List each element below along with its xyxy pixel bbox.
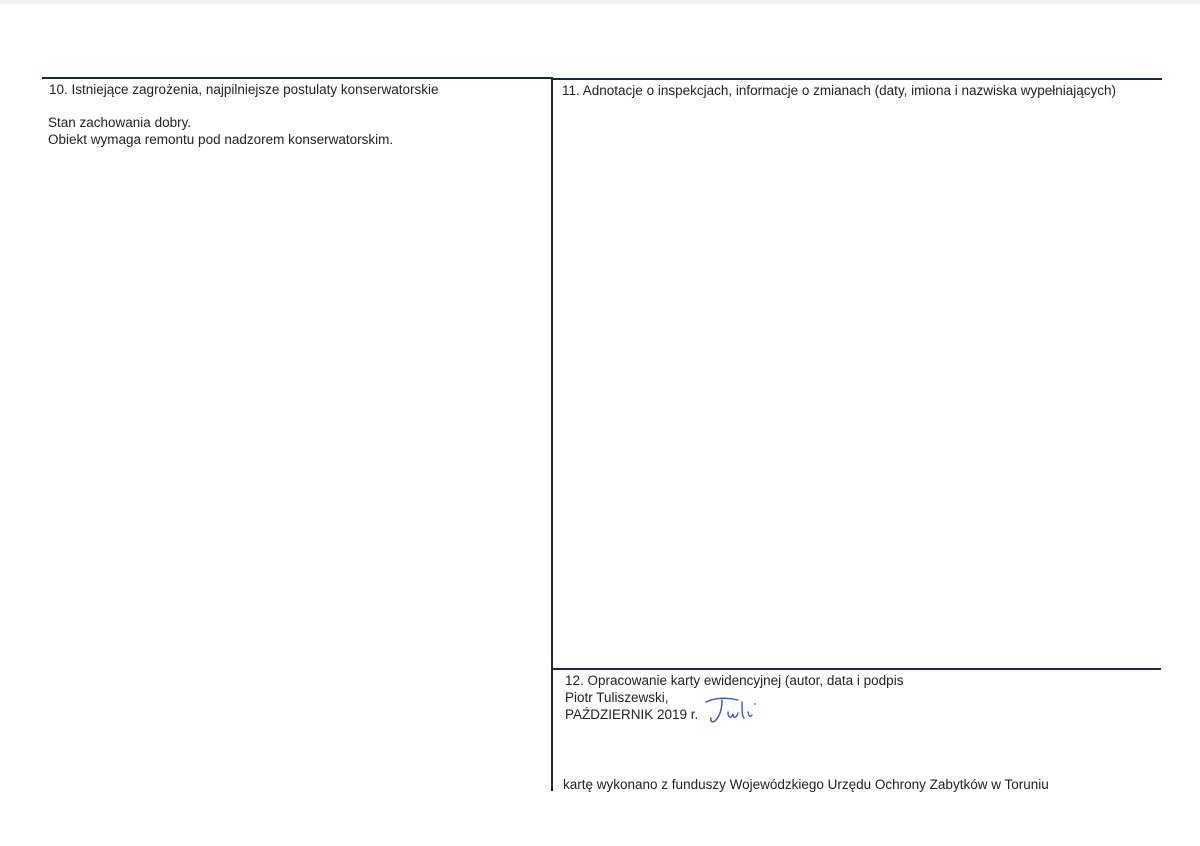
scan-artifact-top	[0, 0, 1200, 4]
section12-author: Piotr Tuliszewski,	[565, 690, 669, 705]
section10-condition-text: Stan zachowania dobry.	[48, 115, 192, 130]
section10-top-rule	[42, 77, 552, 79]
section10-repair-text: Obiekt wymaga remontu pod nadzorem konserwatorskim.	[48, 132, 394, 147]
section12-heading: 12. Opracowanie karty ewidencyjnej (autor, data i podpis	[565, 673, 904, 688]
section10-heading: 10. Istniejące zagrożenia, najpilniejsze postulaty konserwatorskie	[49, 82, 439, 97]
column-divider	[551, 77, 553, 791]
section12-date: PAŹDZIERNIK 2019 r.	[565, 707, 699, 722]
section11-top-rule	[552, 78, 1162, 80]
handwritten-signature	[700, 692, 770, 728]
section12-top-rule	[552, 668, 1161, 670]
funding-note: kartę wykonano z funduszy Wojewódzkiego Urzędu Ochrony Zabytków w Toruniu	[563, 777, 1049, 792]
section11-heading: 11. Adnotacje o inspekcjach, informacje o zmianach (daty, imiona i nazwiska wypełniających)	[562, 83, 1117, 98]
